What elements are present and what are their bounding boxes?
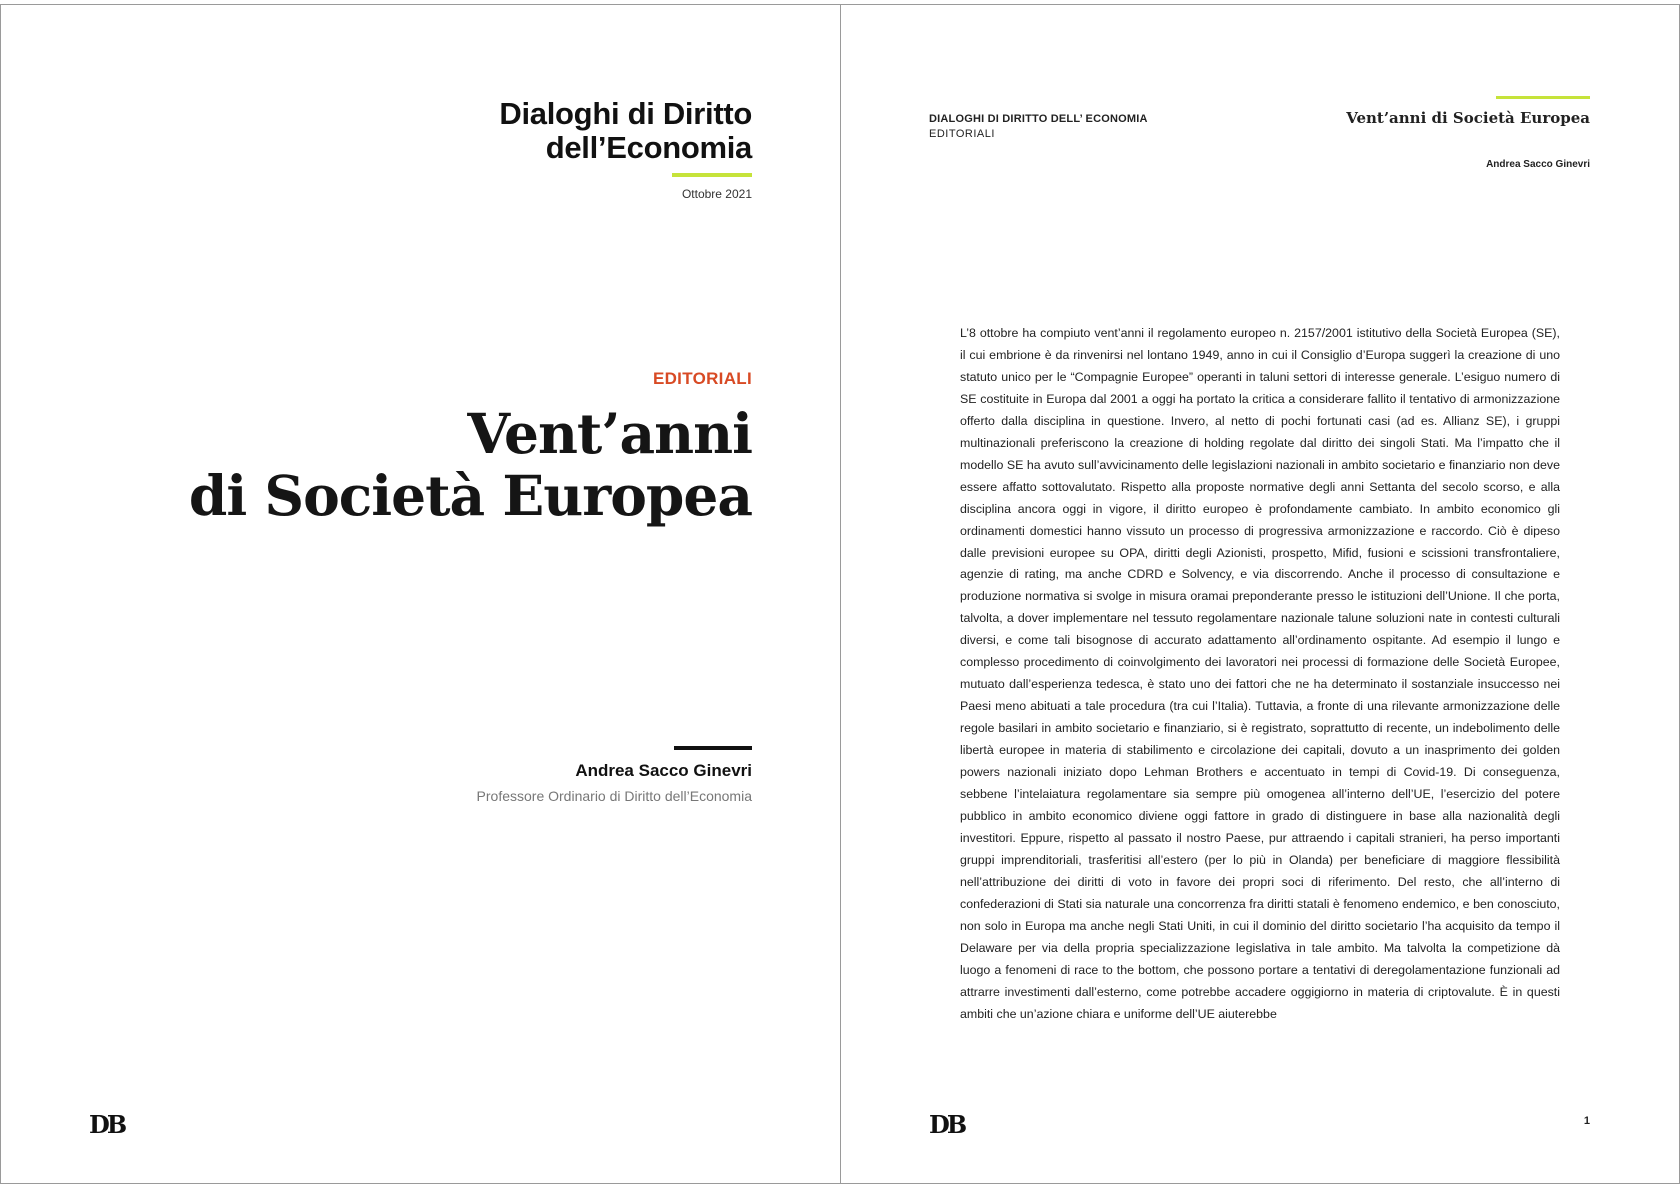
article-title: [189, 403, 752, 527]
journal-title: [499, 97, 752, 165]
running-head: [929, 112, 1148, 142]
cover-page: [0, 4, 841, 1184]
journal-title-line-2: dell’Economia: [545, 130, 752, 165]
title-accent-bar: [1496, 96, 1590, 99]
running-head-section: EDITORIALI: [929, 128, 995, 140]
section-label: EDITORIALI: [652, 369, 752, 388]
page-number: 1: [1583, 1115, 1590, 1127]
publisher-logo: DB: [89, 1110, 125, 1139]
body-paragraph: L’8 ottobre ha compiuto vent’anni il regolamento europeo n. 2157/2001 istitutivo della Società Europea (SE), il cui embrione è da rinvenirsi nel lontano 1949, anno in cui il Consiglio d’Europa suggerì la creazione di uno statuto unico per le “Compagnie Europee” operanti in taluni settori di interesse generale. L’esiguo numero di SE costituite in Europa dal 2001 a oggi ha portato la critica a considerare fallito il tentativo di armonizzazione offerto dalla disciplina in questione. Invero, al netto di pochi fortunati casi (ad es. Allianz SE), i gruppi multinazionali preferiscono la creazione di holding regolate dal diritto dei singoli Stati. Ma l’impatto che il modello SE ha avuto sull’avvicinamento delle legislazioni nazionali in ambito societario e finanziario non deve essere affatto sottovalutato. Rispetto alla proposte normative degli anni Settanta del secolo scorso, e alla disciplina ancora oggi in vigore, il diritto europeo è profondamente cambiato. In ambito economico gli ordinamenti domestici hanno vissuto un processo di progressiva armonizzazione e raccordo. Ciò è dipeso dalle previsioni europee su OPA, diritti degli Azionisti, prospetto, Mifid, fusioni e scissioni transfrontaliere, agenzie di rating, ma anche CDRD e Solvency, e via discorrendo. Anche il processo di consultazione e produzione normativa si svolge in misura oramai preponderante presso le istituzioni dell’Unione. Il che porta, talvolta, a dover implementare nel tessuto regolamentare nazionale talune soluzioni nate in contesti culturali diversi, e come tali bisognose di accurato adattamento all’ordinamento ospitante. Ad esempio il lungo e complesso procedimento di coinvolgimento dei lavoratori nei processi di formazione delle Società Europee, mutuato dall’esperienza tedesca, è stato uno dei fattori che ne ha determinato il sostanziale insuccesso nei Paesi meno abituati a tale procedura (tra cui l’Italia). Tuttavia, a fronte di una rilevante armonizzazione delle regole basilari in ambito societario e finanziario, si è registrato, soprattutto di recente, un indebolimento delle libertà europee in materia di stabilimento e circolazione dei capitali, dovuto a un inasprimento dei golden powers nazionali iniziato dopo Lehman Brothers e accentuato in tempi di Covid-19. Di conseguenza, sebbene l’intelaiatura regolamentare sia sempre più omogenea all’interno dell’UE, l’esercizio del potere pubblico in ambito economico diviene oggi fattore in grado di distinguere in base alla nazionalità degli investitori. Eppure, rispetto al passato il nostro Paese, pur attraendo i capitali stranieri, ha perso importanti gruppi imprenditoriali, trasferitisi all’estero (per lo più in Olanda) per beneficiare di maggiore flessibilità nell’attribuzione dei diritti di voto in favore dei propri soci di riferimento. Del resto, che all’interno di confederazioni di Stati sia naturale una concorrenza fra diritti statali è fenomeno endemico, e ben conosciuto, non solo in Europa ma anche negli Stati Uniti, in cui il dominio del diritto societario l’ha acquisito da tempo il Delaware per via della propria specializzazione legislativa in tale ambito. Ma talvolta la competizione dà luogo a fenomeni di race to the bottom, che possono portare a tentativi di deregolamentazione funzionali ad attrarre investimenti dall’esterno, come potrebbe accadere oggigiorno in materia di criptovalute. È in questi ambiti che un’azione chiara e uniforme dell’UE aiuterebbe: [960, 326, 1560, 1021]
journal-title-line-1: Dialoghi di Diritto: [499, 96, 752, 131]
short-author: Andrea Sacco Ginevri: [1486, 159, 1590, 170]
running-head-journal: DIALOGHI DI DIRITTO DELL’ ECONOMIA: [929, 113, 1148, 125]
article-body: [960, 323, 1560, 1026]
article-page: [840, 4, 1680, 1184]
author-role: Professore Ordinario di Diritto dell’Economia: [476, 788, 752, 804]
issue-date: Ottobre 2021: [681, 187, 752, 201]
author-divider: [674, 746, 752, 750]
author-name: Andrea Sacco Ginevri: [575, 761, 752, 780]
article-title-line-1: Vent’anni: [467, 401, 752, 466]
short-title: Vent’anni di Società Europea: [1346, 109, 1590, 127]
journal-accent-bar: [672, 173, 752, 177]
publisher-logo: DB: [929, 1110, 965, 1139]
article-title-line-2: di Società Europea: [188, 463, 752, 528]
